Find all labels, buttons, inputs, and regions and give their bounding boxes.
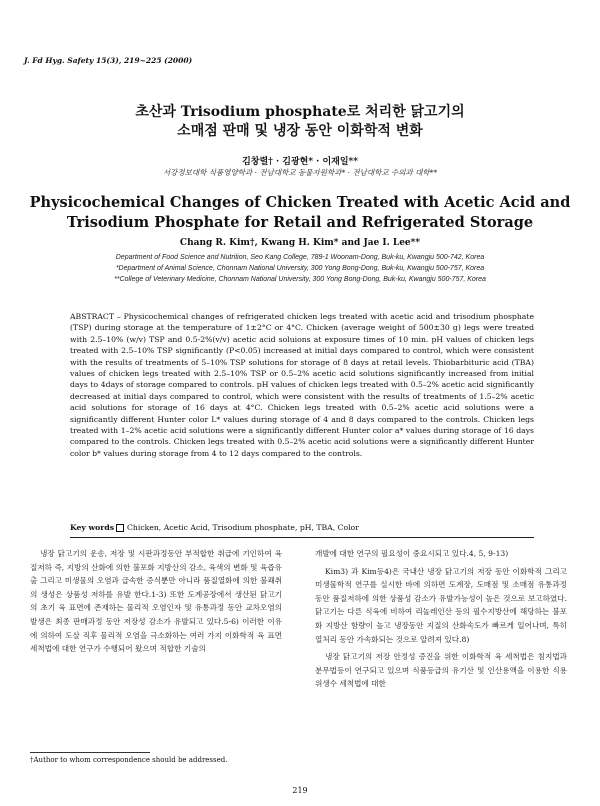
keywords bbox=[70, 523, 534, 532]
english-title-line-1: Physicochemical Changes of Chicken Treated with Acetic Acid and bbox=[29, 194, 571, 211]
korean-affiliation: 서강정보대학 식품영양학과 · 전남대학교 동물자원학과* · 전남대학교 수의과 대학** bbox=[162, 168, 438, 177]
footnote-divider bbox=[30, 752, 150, 753]
body-paragraph: 개발에 대한 연구의 필요성이 중요시되고 있다.4, 5, 9-13) bbox=[315, 549, 509, 558]
footnote: †Author to whom correspondence should be addressed. bbox=[30, 756, 228, 764]
affiliation-line: Department of Food Science and Nutrition, Seo Kang College, 789-1 Woonam-Dong, Buk-ku, Kwangju 500-742, Korea bbox=[115, 254, 485, 261]
korean-title-line-1: 초산과 Trisodium phosphate로 처리한 닭고기의 bbox=[135, 104, 465, 120]
affiliation-line: *Department of Animal Science, Chonnam National University, 300 Yong Bong-Dong, Buk-ku, Kwangju 500-757, Korea bbox=[115, 265, 485, 272]
journal-citation: J. Fd Hyg. Safety 15(3), 219~225 (2000) bbox=[24, 56, 193, 65]
body-paragraph: Kim3) 과 Kim등4)은 국내산 냉장 닭고기의 저장 동안 이화학적 그리고 미생물학적 연구를 실시한 바에 의하면 도계장, 도매점 및 소매점 유통과정 동안 품질저하에 의한 상품성 감소가 유발가능성이 높은 것으로 보고하였다. 닭고기는 다른 식육에 비하여 리놀레인산 등의 필수지방산에 해당하는 불포화 지방산 함량이 높고 냉장동안 지질의 산화속도가 빠르게 일어나며, 특히 열처리 동안 가속화되는 것으로 알려져 있다.8) bbox=[315, 566, 567, 644]
affiliation-line: **College of Veterinary Medicine, Chonnam National University, 300 Yong Bong-Dong, Buk-ku, Kwangju 500-757, Korea bbox=[114, 276, 486, 283]
keywords-label: Key words bbox=[70, 523, 115, 532]
english-affiliations bbox=[22, 252, 578, 285]
body-right-column bbox=[315, 547, 567, 695]
korean-authors: 김창렬† · 김광현* · 이재일** bbox=[242, 157, 358, 167]
korean-title-line-2: 소매점 판매 및 냉장 동안 이화학적 변화 bbox=[177, 123, 423, 139]
keywords-box-icon bbox=[116, 524, 124, 532]
korean-title bbox=[0, 103, 600, 141]
body-paragraph: 냉장 닭고기의 저장 안정성 증진을 위한 이화학적 육 세척법은 침지법과 분무법등이 연구되고 있으며 식품등급의 유기산 및 인산용액을 이용한 식용 위생수 세척법에 대한 bbox=[315, 652, 567, 689]
english-title bbox=[0, 193, 600, 233]
body-paragraph: 냉장 닭고기의 운송, 저장 및 시판과정동안 부적합한 취급에 기인하여 육질저하 즉, 지방의 산화에 의한 불포화 지방산의 감소, 육색의 변화 및 육즙유출 그리고 미생물의 오염과 급속한 증식뿐만 아니라 품질열화에 의한 불쾌취의 생성은 상품성 저하를 유발 한다.1-3) 또한 도계공장에서 생산된 닭고기의 초기 육 표면에 존재하는 물리적 오염인자 및 유통과정 동안 교차오염의 발생은 최종 판매과정 동안 저장성 감소가 유발되고 있다.5-6) 이러한 이유에 의하여 도살 직후 물리적 오염을 극소화하는 여러 가지 이화학적 육 표면 세척법에 대한 연구가 수행되어 왔으며 적합한 기술의 bbox=[30, 549, 282, 654]
page-number: 219 bbox=[292, 786, 308, 795]
abstract: ABSTRACT – Physicochemical changes of refrigerated chicken legs treated with acetic acid and trisodium phosphate (TSP) during storage at the temperature of 1±2°C or 4°C. Chicken (average weight of 500±30 g) legs were treated with 2.5–10% (w/v) TSP and 0.5-2%(v/v) acetic acid soluions at exposure times of 10 min. pH values of chicken legs treated with 2.5–10% TSP significantly (P<0.05) increased at initial days compared to control, which were consistent with the results of treatments of 5–10% TSP solutions for storage of 8 days at retail levels. Thiobarbituric acid (TBA) values of chicken legs treated with 2.5–10% TSP or 0.5–2% acetic acid solutions significantly increased from initial days to 4days of storage compared to controls. pH values of chicken legs treated with 0.5–2% acetic acid significantly decreased at initial days compared to control, which were consistent with the results of treatments of 1.5–2% acetic acid solutions for storage of 16 days at 4°C. Chicken legs treated with 0.5–2% acetic acid solutions were a significantly different Hunter color L* values during storage of 4 and 8 days compared to the controls. Chicken legs treated with 1–2% acetic acid solutions were a significantly different Hunter color a* values during storage of 16 days compared to the controls. Chicken legs treated with 0.5–2% acetic acid solutions were a significantly different Hunter color b* values during storage from 4 to 12 days compared to the controls. bbox=[70, 312, 534, 458]
keywords-text: Chicken, Acetic Acid, Trisodium phosphate, pH, TBA, Color bbox=[127, 523, 359, 532]
english-title-line-2: Trisodium Phosphate for Retail and Refrigerated Storage bbox=[66, 214, 534, 231]
keywords-divider bbox=[70, 537, 534, 538]
body-left-column bbox=[30, 547, 282, 660]
english-authors: Chang R. Kim†, Kwang H. Kim* and Jae I. Lee** bbox=[179, 238, 421, 248]
